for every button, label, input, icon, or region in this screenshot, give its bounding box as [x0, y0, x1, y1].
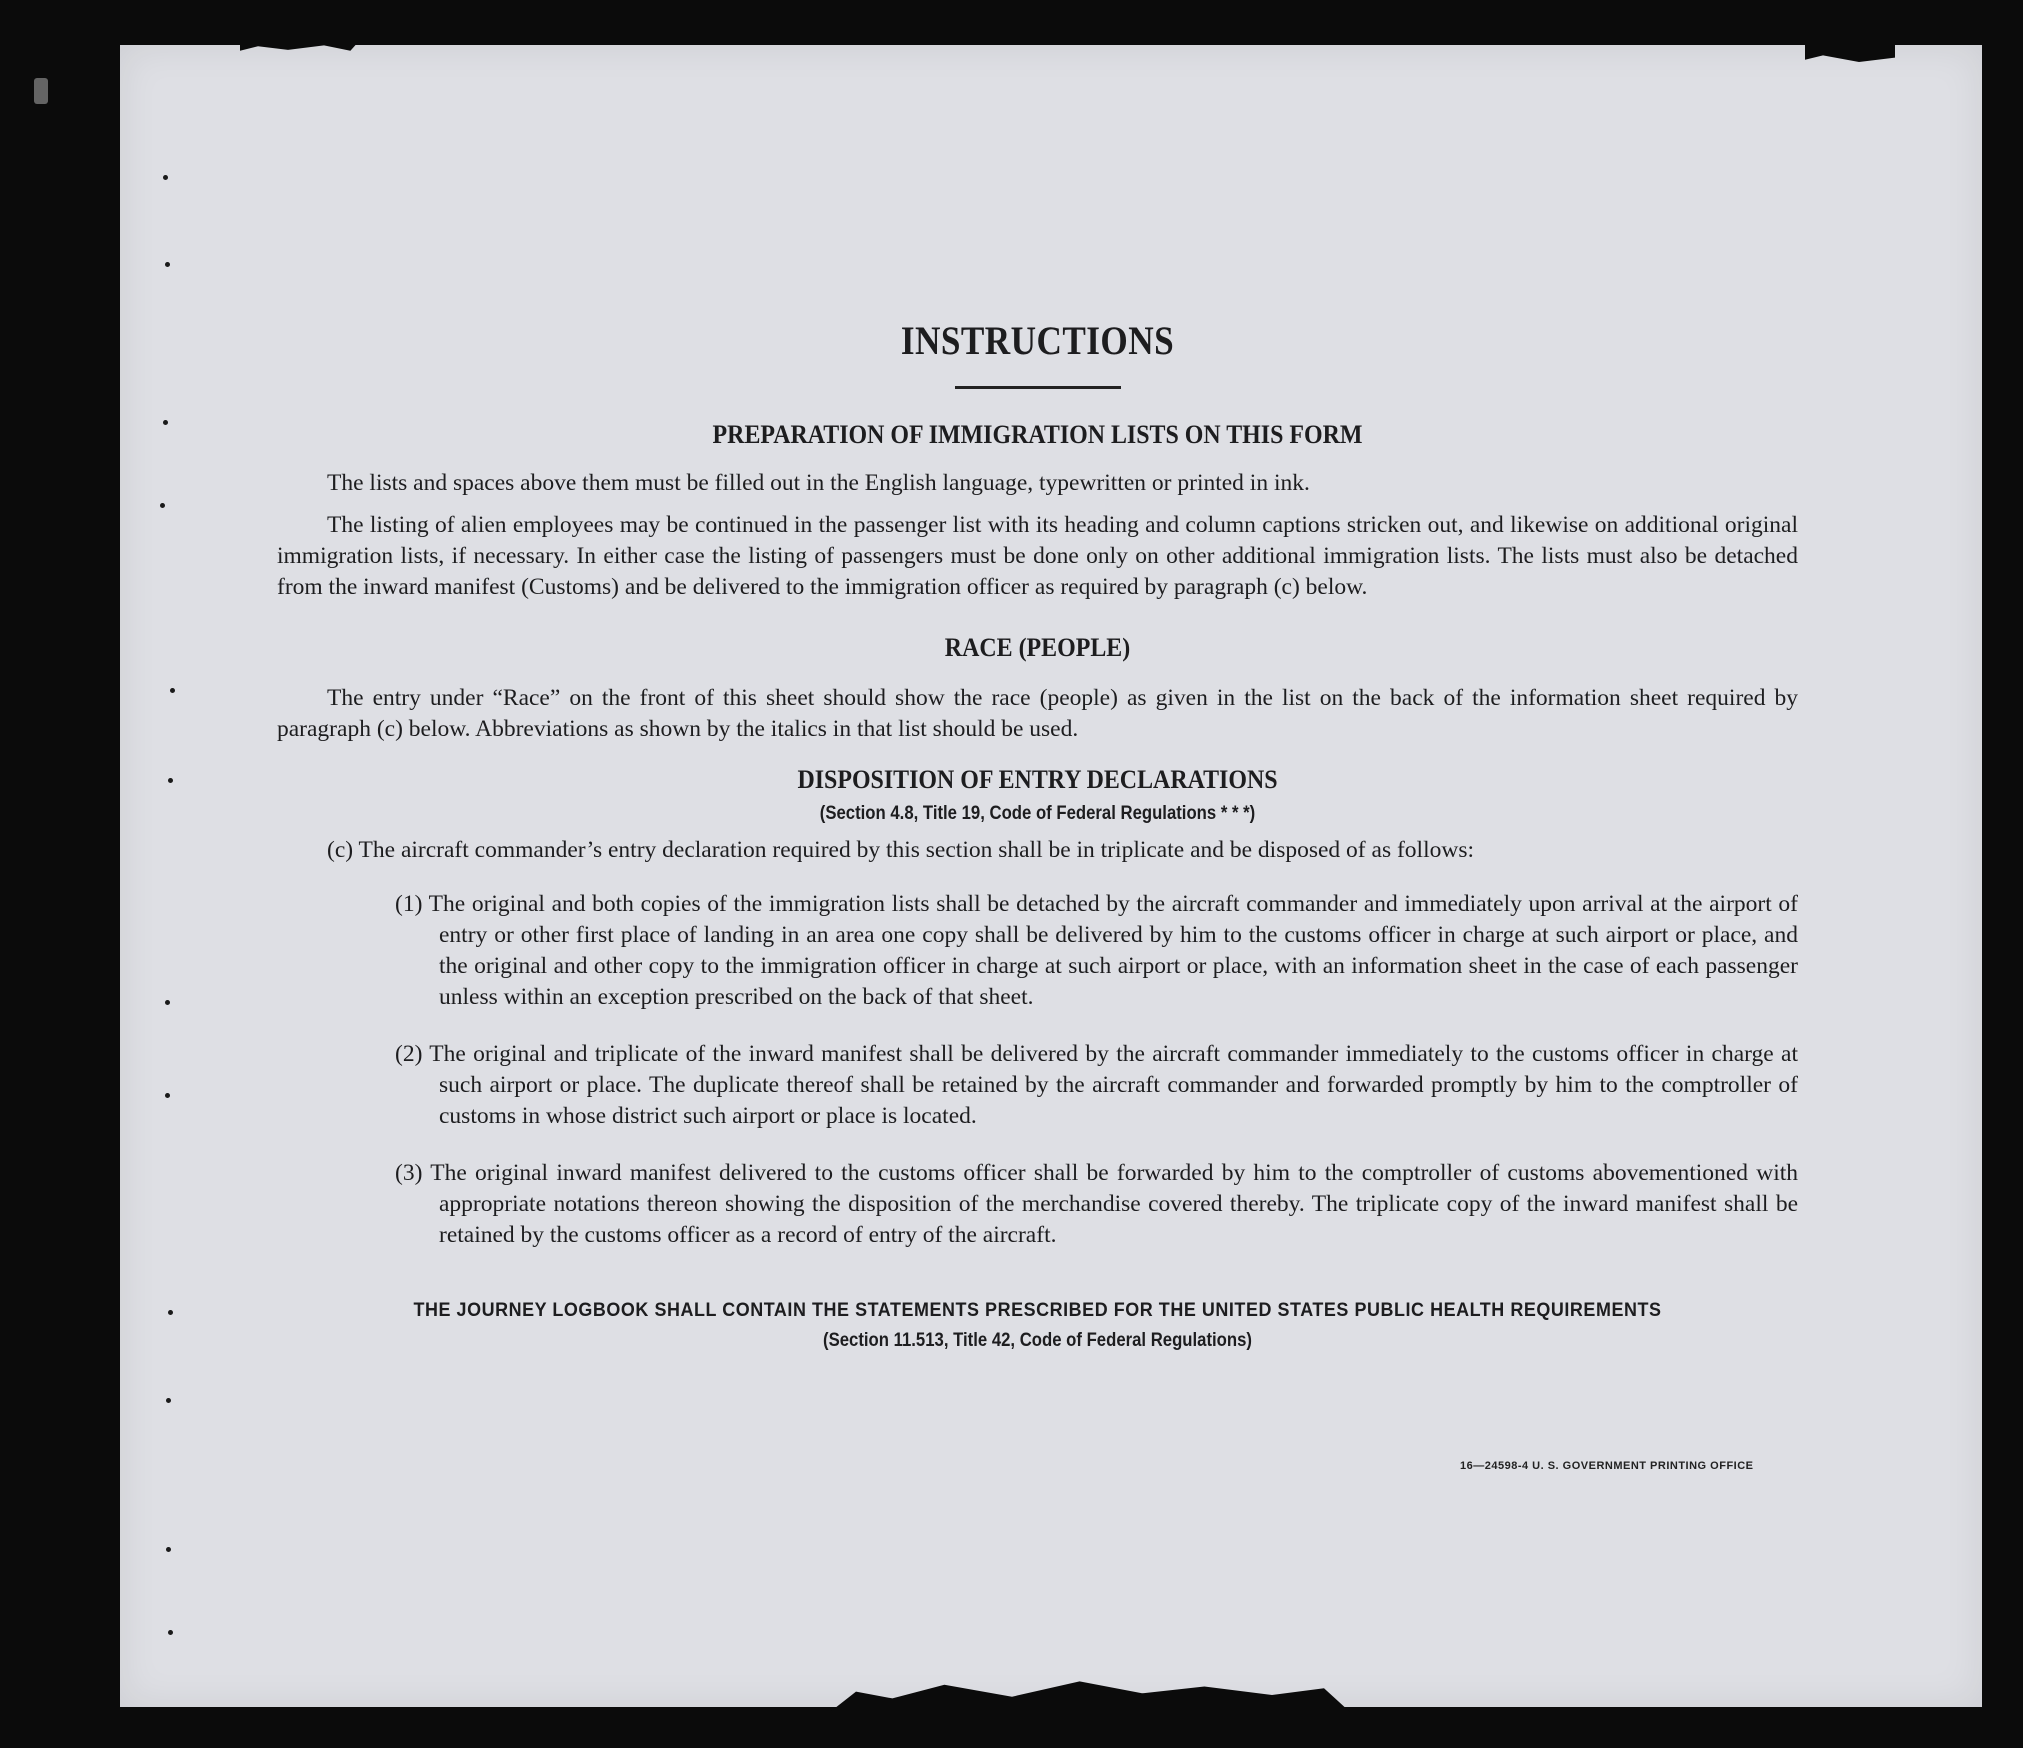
punch-hole: [166, 1547, 171, 1552]
punch-hole: [163, 420, 168, 425]
preparation-paragraph-2: The listing of alien employees may be continued in the passenger list with its heading and column captions stricken out, and likewise on additional original immigration lists, if necessary. In either case the listing of passengers must be done only on other additional immigration lists. The lists must also be detached from the inward manifest (Customs) and be delivered to the immigration officer as required by paragraph (c) below.: [277, 512, 1798, 600]
disposition-citation: (Section 4.8, Title 19, Code of Federal Regulations * * *): [819, 803, 1256, 824]
disposition-heading: DISPOSITION OF ENTRY DECLARATIONS: [797, 765, 1278, 794]
disposition-item-1: (1) The original and both copies of the immigration lists shall be detached by the aircraft commander and immediately upon arrival at the airport of entry or other first place of landing in an area one copy shall be delivered by him to the customs officer in charge at such airport or place, and the original and other copy to the immigration officer in charge at such airport or place, with an information sheet in the case of each passenger unless within an exception prescribed on the back of that sheet.: [395, 891, 1798, 1010]
race-heading: RACE (PEOPLE): [944, 633, 1131, 662]
punch-hole: [165, 1000, 170, 1005]
punch-hole: [165, 1093, 170, 1098]
disposition-item-2: (2) The original and triplicate of the inward manifest shall be delivered by the aircraft commander immediately to the customs officer in charge at such airport or place. The duplicate thereof shall be retained by the aircraft commander and forwarded promptly by him to the comptroller of customs in whose district such airport or place is located.: [395, 1041, 1798, 1129]
punch-hole: [160, 503, 165, 508]
title-rule: [955, 386, 1121, 389]
instructions-content: [277, 316, 1798, 1352]
punch-hole: [168, 778, 173, 783]
page-title: INSTRUCTIONS: [900, 318, 1175, 363]
footer-citation: (Section 11.513, Title 42, Code of Federal Regulations): [823, 1330, 1252, 1351]
punch-hole: [168, 1630, 173, 1635]
punch-hole: [168, 1310, 173, 1315]
preparation-heading: PREPARATION OF IMMIGRATION LISTS ON THIS FORM: [712, 420, 1363, 449]
disposition-intro: (c) The aircraft commander’s entry declaration required by this section shall be in triplicate and be disposed of as follows:: [327, 837, 1474, 863]
punch-hole: [170, 688, 175, 693]
preparation-paragraph-1: The lists and spaces above them must be filled out in the English language, typewritten or printed in ink.: [327, 470, 1310, 496]
scan-artifact: [34, 78, 48, 104]
footer-statement: THE JOURNEY LOGBOOK SHALL CONTAIN THE STATEMENTS PRESCRIBED FOR THE UNITED STATES PUBLIC HEALTH REQUIREMENTS: [413, 1299, 1662, 1321]
punch-hole: [163, 175, 168, 180]
punch-hole: [166, 1398, 171, 1403]
printing-office-imprint: 16—24598-4 U. S. GOVERNMENT PRINTING OFFICE: [1460, 1460, 1754, 1472]
disposition-item-3: (3) The original inward manifest delivered to the customs officer shall be forwarded by him to the comptroller of customs abovementioned with appropriate notations thereon showing the disposition of the merchandise covered thereby. The triplicate copy of the inward manifest shall be retained by the customs officer as a record of entry of the aircraft.: [395, 1160, 1798, 1248]
race-paragraph: The entry under “Race” on the front of this sheet should show the race (people) as given in the list on the back of the information sheet required by paragraph (c) below. Abbreviations as shown by the italics in that list should be used.: [277, 685, 1798, 742]
punch-hole: [165, 262, 170, 267]
